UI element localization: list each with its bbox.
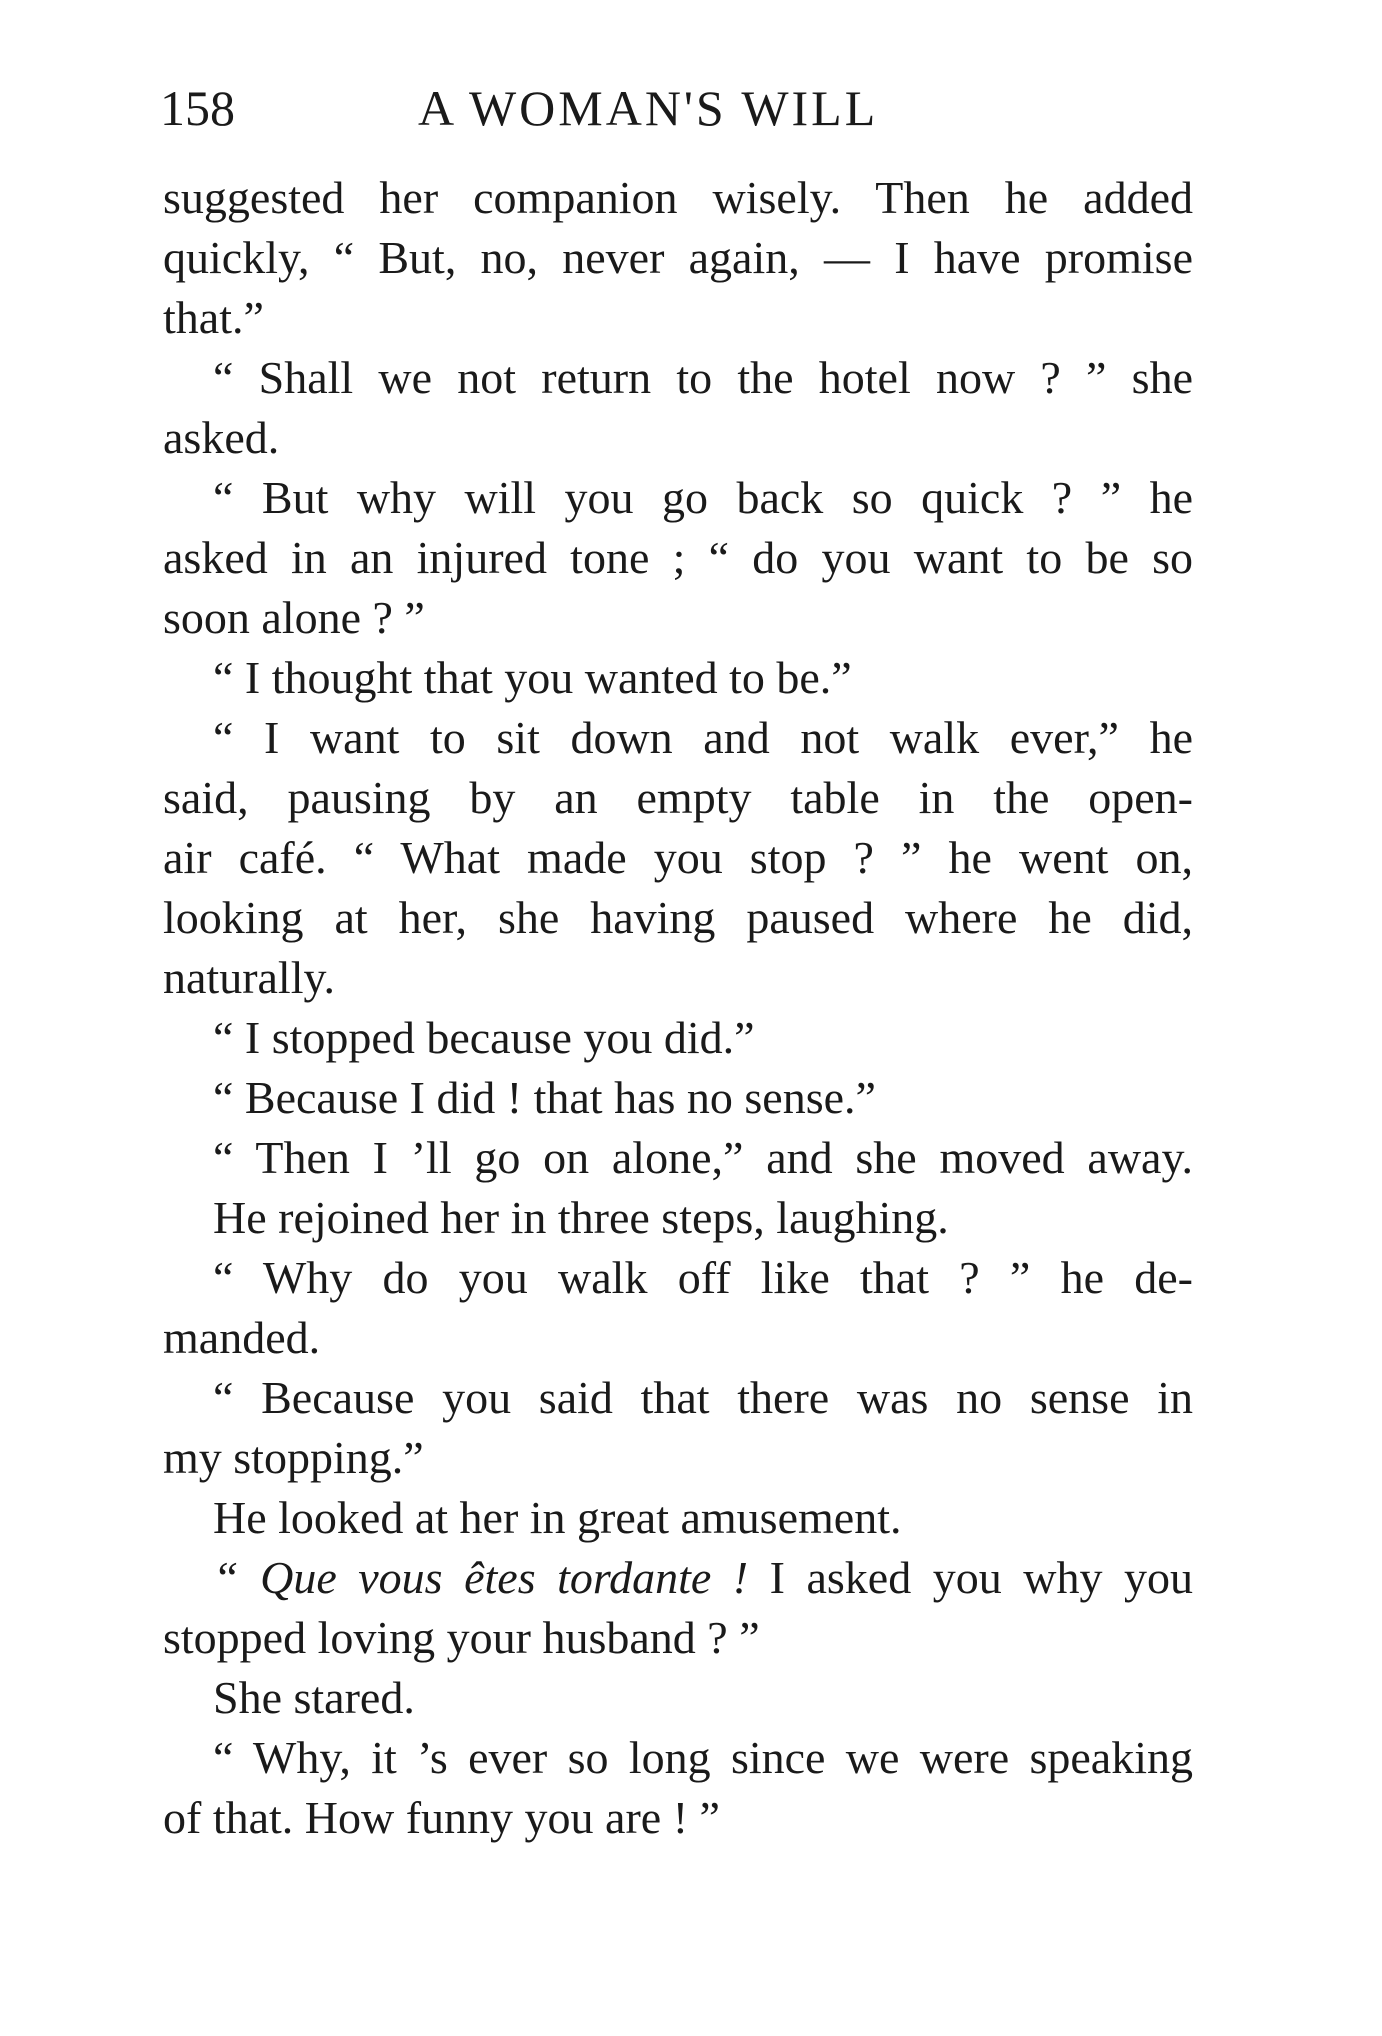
text-line-mixed [163, 1548, 1193, 1608]
text-line: suggested her companion wisely. Then he added [163, 172, 1193, 223]
text-line: “ I thought that you wanted to be.” [213, 652, 852, 703]
text-line: “ Then I ’ll go on alone,” and she moved away. [213, 1132, 1193, 1183]
text-line: soon alone ? ” [163, 592, 425, 643]
text-line: stopped loving your husband ? ” [163, 1612, 760, 1663]
text-line: that.” [163, 292, 264, 343]
text-line: He looked at her in great amusement. [213, 1492, 902, 1543]
text-line: my stopping.” [163, 1432, 424, 1483]
italic-phrase: “ Que vous êtes tordante ! [213, 1552, 749, 1603]
text-line: manded. [163, 1312, 321, 1363]
body-text [163, 168, 1193, 1848]
text-line: looking at her, she having paused where he did, [163, 892, 1193, 943]
text-line: of that. How funny you are ! ” [163, 1792, 720, 1843]
text-line: quickly, “ But, no, never again, — I have promise [163, 232, 1193, 283]
text-fragment: I asked you why you [748, 1552, 1194, 1603]
text-line: naturally. [163, 952, 336, 1003]
text-line: “ But why will you go back so quick ? ” he [213, 472, 1193, 523]
text-line: “ I want to sit down and not walk ever,” he [213, 712, 1193, 763]
text-line: “ Why, it ’s ever so long since we were speaking [213, 1732, 1193, 1783]
text-line: “ Because you said that there was no sense in [213, 1372, 1193, 1423]
text-line: air café. “ What made you stop ? ” he went on, [163, 832, 1193, 883]
text-line: He rejoined her in three steps, laughing. [213, 1192, 949, 1243]
text-line: “ Because I did ! that has no sense.” [213, 1072, 876, 1123]
text-line: “ Shall we not return to the hotel now ? ” she [213, 352, 1193, 403]
text-line: “ I stopped because you did.” [213, 1012, 755, 1063]
text-line: “ Why do you walk off like that ? ” he de- [213, 1252, 1193, 1303]
text-line: asked in an injured tone ; “ do you want to be so [163, 532, 1193, 583]
page-number: 158 [160, 80, 235, 136]
text-line: asked. [163, 412, 280, 463]
book-title: A WOMAN'S WILL [418, 80, 879, 136]
text-line: She stared. [213, 1672, 415, 1723]
text-line: said, pausing by an empty table in the open- [163, 772, 1193, 823]
running-head [160, 78, 1190, 138]
